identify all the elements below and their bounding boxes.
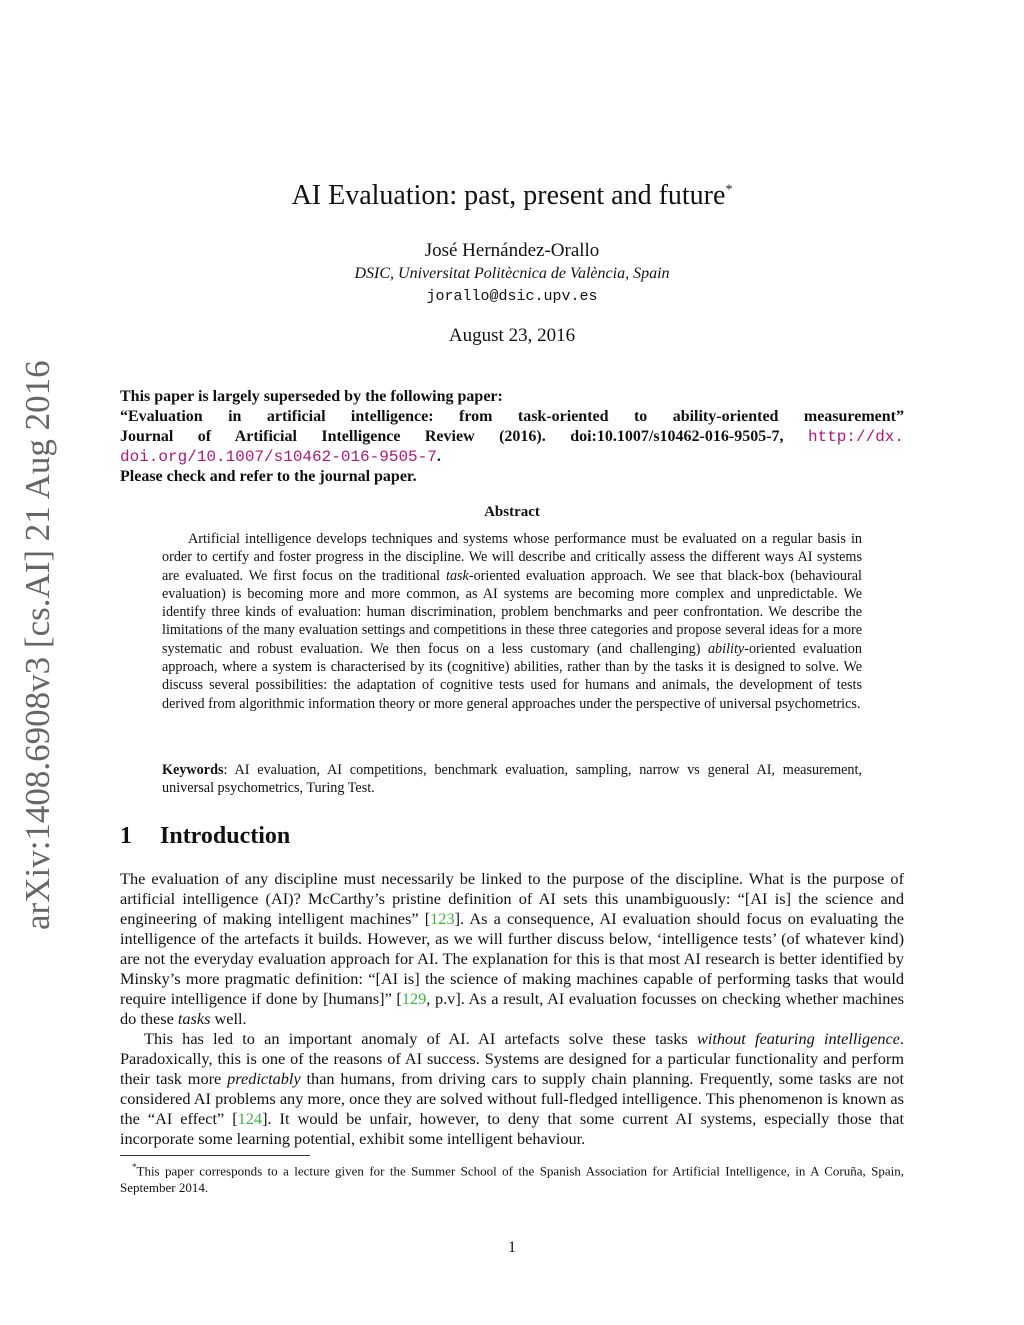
citation-link[interactable]: 124 [237, 1109, 263, 1128]
paper-title: AI Evaluation: past, present and future* [291, 180, 733, 211]
author-name: José Hernández-Orallo [424, 240, 600, 261]
supersede-notice [120, 387, 904, 487]
abstract-body: Artificial intelligence develops techniques and systems whose performance must be evaluated on a regular basis in order to certify and foster progress in the discipline. We will describe and critically assess the different ways AI systems are evaluated. We first focus on the traditional task-oriented evaluation approach. We see that black-box (behavioural evaluation) is becoming more and more common, as AI systems are becoming more complex and unpredictable. We identify three kinds of evaluation: human discrimination, problem benchmarks and peer confrontation. We describe the limitations of the many evaluation settings and competitions in these three categories and propose several ideas for a more systematic and robust evaluation. We then focus on a less customary (and challenging) ability-oriented evaluation approach, where a system is characterised by its (cognitive) abilities, rather than by the tasks it is designed to solve. We discuss several possibilities: the adaptation of cognitive tests used for humans and animals, the development of tests derived from algorithmic information theory or more general approaches under the perspective of universal psychometrics. [162, 531, 862, 712]
footnote-rule [120, 1155, 310, 1156]
arxiv-stamp: arXiv:1408.6908v3 [cs.AI] 21 Aug 2016 [18, 360, 57, 930]
paper-date: August 23, 2016 [448, 325, 576, 346]
abstract-heading: Abstract [484, 504, 540, 520]
intro-paragraph-1: The evaluation of any discipline must necessarily be linked to the purpose of the discipline. What is the purpose of artificial intelligence (AI)? McCarthy’s pristine definition of AI sets this unambiguously: “[AI is] the science and engineering of making intelligent machines” [123]. As a consequence, AI evaluation should focus on evaluating the intelligence of the artefacts it builds. However, as we will further discuss below, ‘intelligence tests’ (of whatever kind) are not the everyday evaluation approach for AI. The explanation for this is that most AI research is better identified by Minsky’s more pragmatic definition: “[AI is] the science of making machines capable of performing tasks that would require intelligence if done by [humans]” [129, p.v]. As a result, AI evaluation focusses on checking whether machines do these tasks well. [120, 869, 905, 1028]
title-footnote-mark: * [725, 182, 733, 198]
notice-line-1: This paper is largely superseded by the following paper: [120, 388, 503, 405]
citation-link[interactable]: 123 [430, 909, 455, 928]
footnote: *This paper corresponds to a lecture given for the Summer School of the Spanish Association for Artificial Intelligence, in A Coruña, Spain, September 2014. [120, 1162, 904, 1195]
doi-link-start[interactable]: http://dx. [807, 428, 904, 446]
affiliation: DSIC, Universitat Politècnica de València, Spain [354, 265, 670, 282]
intro-paragraph-2: This has led to an important anomaly of AI. AI artefacts solve these tasks without featuring intelligence. Paradoxically, this is one of the reasons of AI success. Systems are designed for a particular functionality and perform their task more predictably than humans, from driving cars to supply chain planning. Frequently, some tasks are not considered AI problems any more, once they are solved without full-fledged intelligence. This phenomenon is known as the “AI effect” [124]. It would be unfair, however, to deny that some current AI systems, especially those that incorporate some learning potential, exhibit some intelligent behaviour. [120, 1029, 904, 1148]
author-email: jorallo@dsic.upv.es [426, 288, 598, 305]
citation-link[interactable]: 129 [401, 989, 427, 1008]
notice-line-5: Please check and refer to the journal paper. [120, 468, 417, 485]
keywords: Keywords: AI evaluation, AI competitions, benchmark evaluation, sampling, narrow vs general AI, measurement, universal psychometrics, Turing Test. [162, 762, 862, 797]
notice-line-4: doi.org/10.1007/s10462-016-9505-7. [120, 448, 441, 466]
section-heading: 1 Introduction [120, 823, 291, 849]
doi-link-end[interactable]: doi.org/10.1007/s10462-016-9505-7 [120, 448, 437, 466]
notice-line-2: “Evaluation in artificial intelligence: from task-oriented to ability-oriented measurement” [120, 408, 904, 425]
page-number: 1 [508, 1239, 516, 1256]
notice-line-3: Journal of Artificial Intelligence Review (2016). doi:10.1007/s10462-016-9505-7, http://dx. [120, 428, 904, 446]
